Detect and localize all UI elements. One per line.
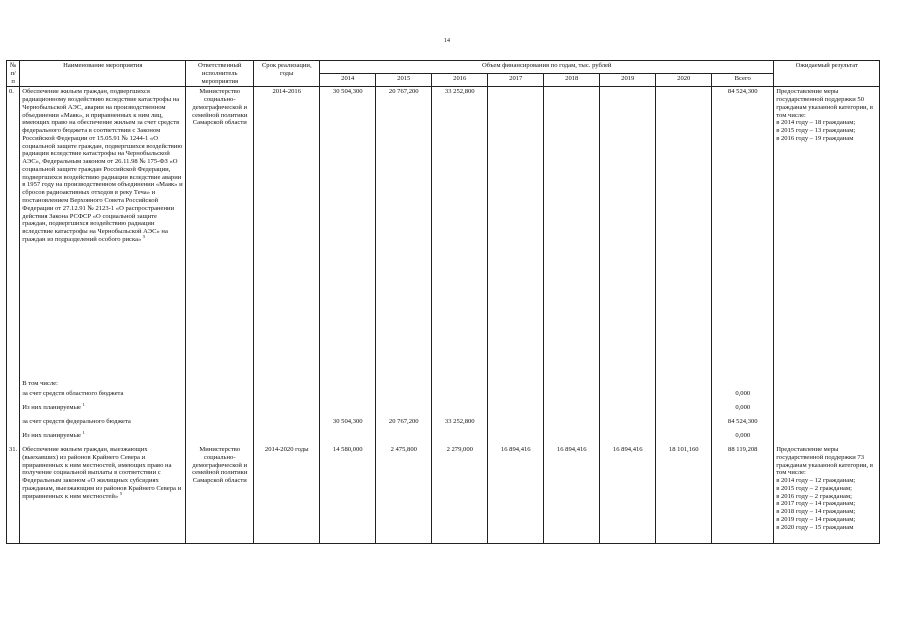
- header-executor: Ответственный исполнитель мероприятия: [186, 61, 254, 87]
- table-row: [7, 379, 880, 389]
- row-total: 84 524,300: [712, 87, 774, 380]
- row-value: [544, 403, 600, 417]
- row-value: [376, 403, 432, 417]
- row-value: [488, 403, 544, 417]
- sub-label: В том числе:: [20, 379, 186, 389]
- header-year: 2017: [488, 74, 544, 87]
- row-value: [656, 389, 712, 403]
- header-result: Ожидаемый результат: [774, 61, 880, 87]
- row-value: 16 894,416: [600, 445, 656, 544]
- row-value: [544, 417, 600, 431]
- row-value: [544, 389, 600, 403]
- row-value: 33 252,800: [432, 87, 488, 380]
- row-total: 84 524,300: [712, 417, 774, 431]
- page-number: 14: [444, 38, 450, 44]
- table-row: [7, 445, 880, 544]
- footnote-mark: 5: [142, 233, 146, 239]
- table-row: [7, 403, 880, 417]
- row-value: [488, 87, 544, 380]
- row-value: [432, 431, 488, 445]
- row-name: [20, 445, 186, 544]
- table-row: [7, 417, 880, 431]
- row-value: [376, 431, 432, 445]
- row-executor: Министерство социально-демографической и семейной политики Самарской области: [186, 87, 254, 380]
- row-value: [544, 431, 600, 445]
- row-value: 2 279,000: [432, 445, 488, 544]
- row-value: [600, 431, 656, 445]
- row-value: [600, 389, 656, 403]
- row-index: 31.: [7, 445, 20, 544]
- row-value: 18 101,160: [656, 445, 712, 544]
- row-value: 16 894,416: [488, 445, 544, 544]
- table-header: [7, 61, 880, 87]
- header-funding: Объем финансирования по годам, тыс. рублей: [320, 61, 774, 74]
- result-line: в 2017 году – 14 гражданам;: [776, 500, 856, 508]
- program-table: [6, 60, 880, 544]
- row-value: [320, 379, 376, 389]
- footnote-mark: 1: [82, 403, 85, 407]
- result-line: в 2019 году – 14 гражданам;: [776, 515, 856, 523]
- row-value: [488, 389, 544, 403]
- row-value: [320, 389, 376, 403]
- row-executor: Министерство социально-демографической и семейной политики Самарской области: [186, 445, 254, 544]
- row-value: 16 894,416: [544, 445, 600, 544]
- row-total: 0,000: [712, 431, 774, 445]
- header-year: 2020: [656, 74, 712, 87]
- row-value: 14 580,000: [320, 445, 376, 544]
- header-period: Срок реализации, годы: [254, 61, 320, 87]
- row-value: [544, 87, 600, 380]
- row-value: [432, 379, 488, 389]
- row-period: 2014-2016: [254, 87, 320, 380]
- row-name-text: Обеспечение жильем граждан, выезжающих (выехавших) из районов Крайнего Севера и приравненных к ним местностей, имеющих право на получение социальной выплаты в соответствии с Федеральным законом «О жилищных субсидиях гражданам, выезжающим из районов Крайнего Севера и приравненных к ним местностей»: [22, 446, 182, 500]
- row-total: [712, 379, 774, 389]
- row-value: [376, 379, 432, 389]
- row-value: [488, 379, 544, 389]
- row-total: 0,000: [712, 403, 774, 417]
- result-line: Предоставление меры государственной поддержки 73 гражданам указанной категории, в том числе:: [776, 446, 873, 477]
- header-year: 2015: [376, 74, 432, 87]
- header-index: № п/п: [7, 61, 20, 87]
- row-result: [774, 87, 880, 380]
- row-value: [656, 379, 712, 389]
- row-value: [488, 417, 544, 431]
- table-row: [7, 389, 880, 403]
- result-line: в 2015 году – 13 гражданам;: [776, 127, 856, 135]
- header-year: 2019: [600, 74, 656, 87]
- row-value: [488, 431, 544, 445]
- row-total: 88 119,208: [712, 445, 774, 544]
- result-line: в 2014 году – 18 гражданам;: [776, 119, 856, 127]
- header-year: 2018: [544, 74, 600, 87]
- sub-label: за счет средств федерального бюджета: [20, 417, 186, 431]
- row-value: [432, 389, 488, 403]
- result-line: Предоставление меры государственной поддержки 50 гражданам указанной категории, в том числе:: [776, 88, 873, 119]
- row-value: 30 504,300: [320, 87, 376, 380]
- header-year: 2014: [320, 74, 376, 87]
- row-total: 0,000: [712, 389, 774, 403]
- row-value: 33 252,800: [432, 417, 488, 431]
- row-value: [600, 379, 656, 389]
- row-value: [656, 431, 712, 445]
- sub-label: [20, 431, 186, 445]
- row-value: [600, 417, 656, 431]
- row-value: [600, 403, 656, 417]
- result-line: в 2016 году – 2 гражданам;: [776, 492, 852, 500]
- result-line: в 2018 году – 14 гражданам;: [776, 508, 856, 516]
- row-value: 2 475,800: [376, 445, 432, 544]
- sub-label: [20, 403, 186, 417]
- sub-label-text: Из них планируемые: [22, 404, 81, 412]
- table-row: [7, 431, 880, 445]
- result-line: в 2015 году – 2 гражданам;: [776, 484, 852, 492]
- row-value: [320, 431, 376, 445]
- row-value: 30 504,300: [320, 417, 376, 431]
- row-value: [656, 403, 712, 417]
- result-line: в 2020 году – 15 гражданам: [776, 523, 854, 531]
- sub-label-text: Из них планируемые: [22, 432, 81, 440]
- row-name: [20, 87, 186, 380]
- row-index: 0.: [7, 87, 20, 380]
- row-value: [376, 389, 432, 403]
- result-line: в 2016 году – 19 гражданам: [776, 134, 854, 142]
- row-value: [432, 403, 488, 417]
- row-value: [656, 87, 712, 380]
- footnote-mark: 1: [82, 431, 85, 435]
- header-total: Всего: [712, 74, 774, 87]
- table-row: [7, 87, 880, 380]
- header-year: 2016: [432, 74, 488, 87]
- row-period: 2014-2020 годы: [254, 445, 320, 544]
- row-value: [544, 379, 600, 389]
- row-value: [656, 417, 712, 431]
- row-value: [320, 403, 376, 417]
- sub-label: за счет средств областного бюджета: [20, 389, 186, 403]
- row-value: 20 767,200: [376, 87, 432, 380]
- footnote-mark: 5: [119, 490, 123, 496]
- row-value: [600, 87, 656, 380]
- result-line: в 2014 году – 12 гражданам;: [776, 477, 856, 485]
- row-name-text: Обеспечение жильем граждан, подвергшихся радиационному воздействию вследствие катастрофы на Чернобыльской АЭС, аварии на производственном объединении «Маяк», и приравненных к ним лиц, имеющих право на обеспечение жильем за счет средств федерального бюджета в соответствии с Законом Российской Федерации от 15.05.91 № 1244-1 «О социальной защите граждан, подвергшихся воздействию радиации вследствие катастрофы на Чернобыльской АЭС», Федеральным законом от 26.11.98 № 175-ФЗ «О социальной защите граждан Российской Федерации, подвергшихся воздействию радиации вследствие аварии в 1957 году на производственном объединении «Маяк» и сбросов радиоактивных отходов в реку Теча» и постановлением Верховного Совета Российской Федерации от 27.12.91 № 2123-1 «О распространении действия Закона РСФСР «О социальной защите граждан, подвергшихся воздействию радиации вследствие катастрофы на Чернобыльской АЭС» на граждан из подразделений особого риска»: [22, 88, 183, 243]
- row-result: [774, 445, 880, 544]
- row-value: 20 767,200: [376, 417, 432, 431]
- header-name: Наименование мероприятия: [20, 61, 186, 87]
